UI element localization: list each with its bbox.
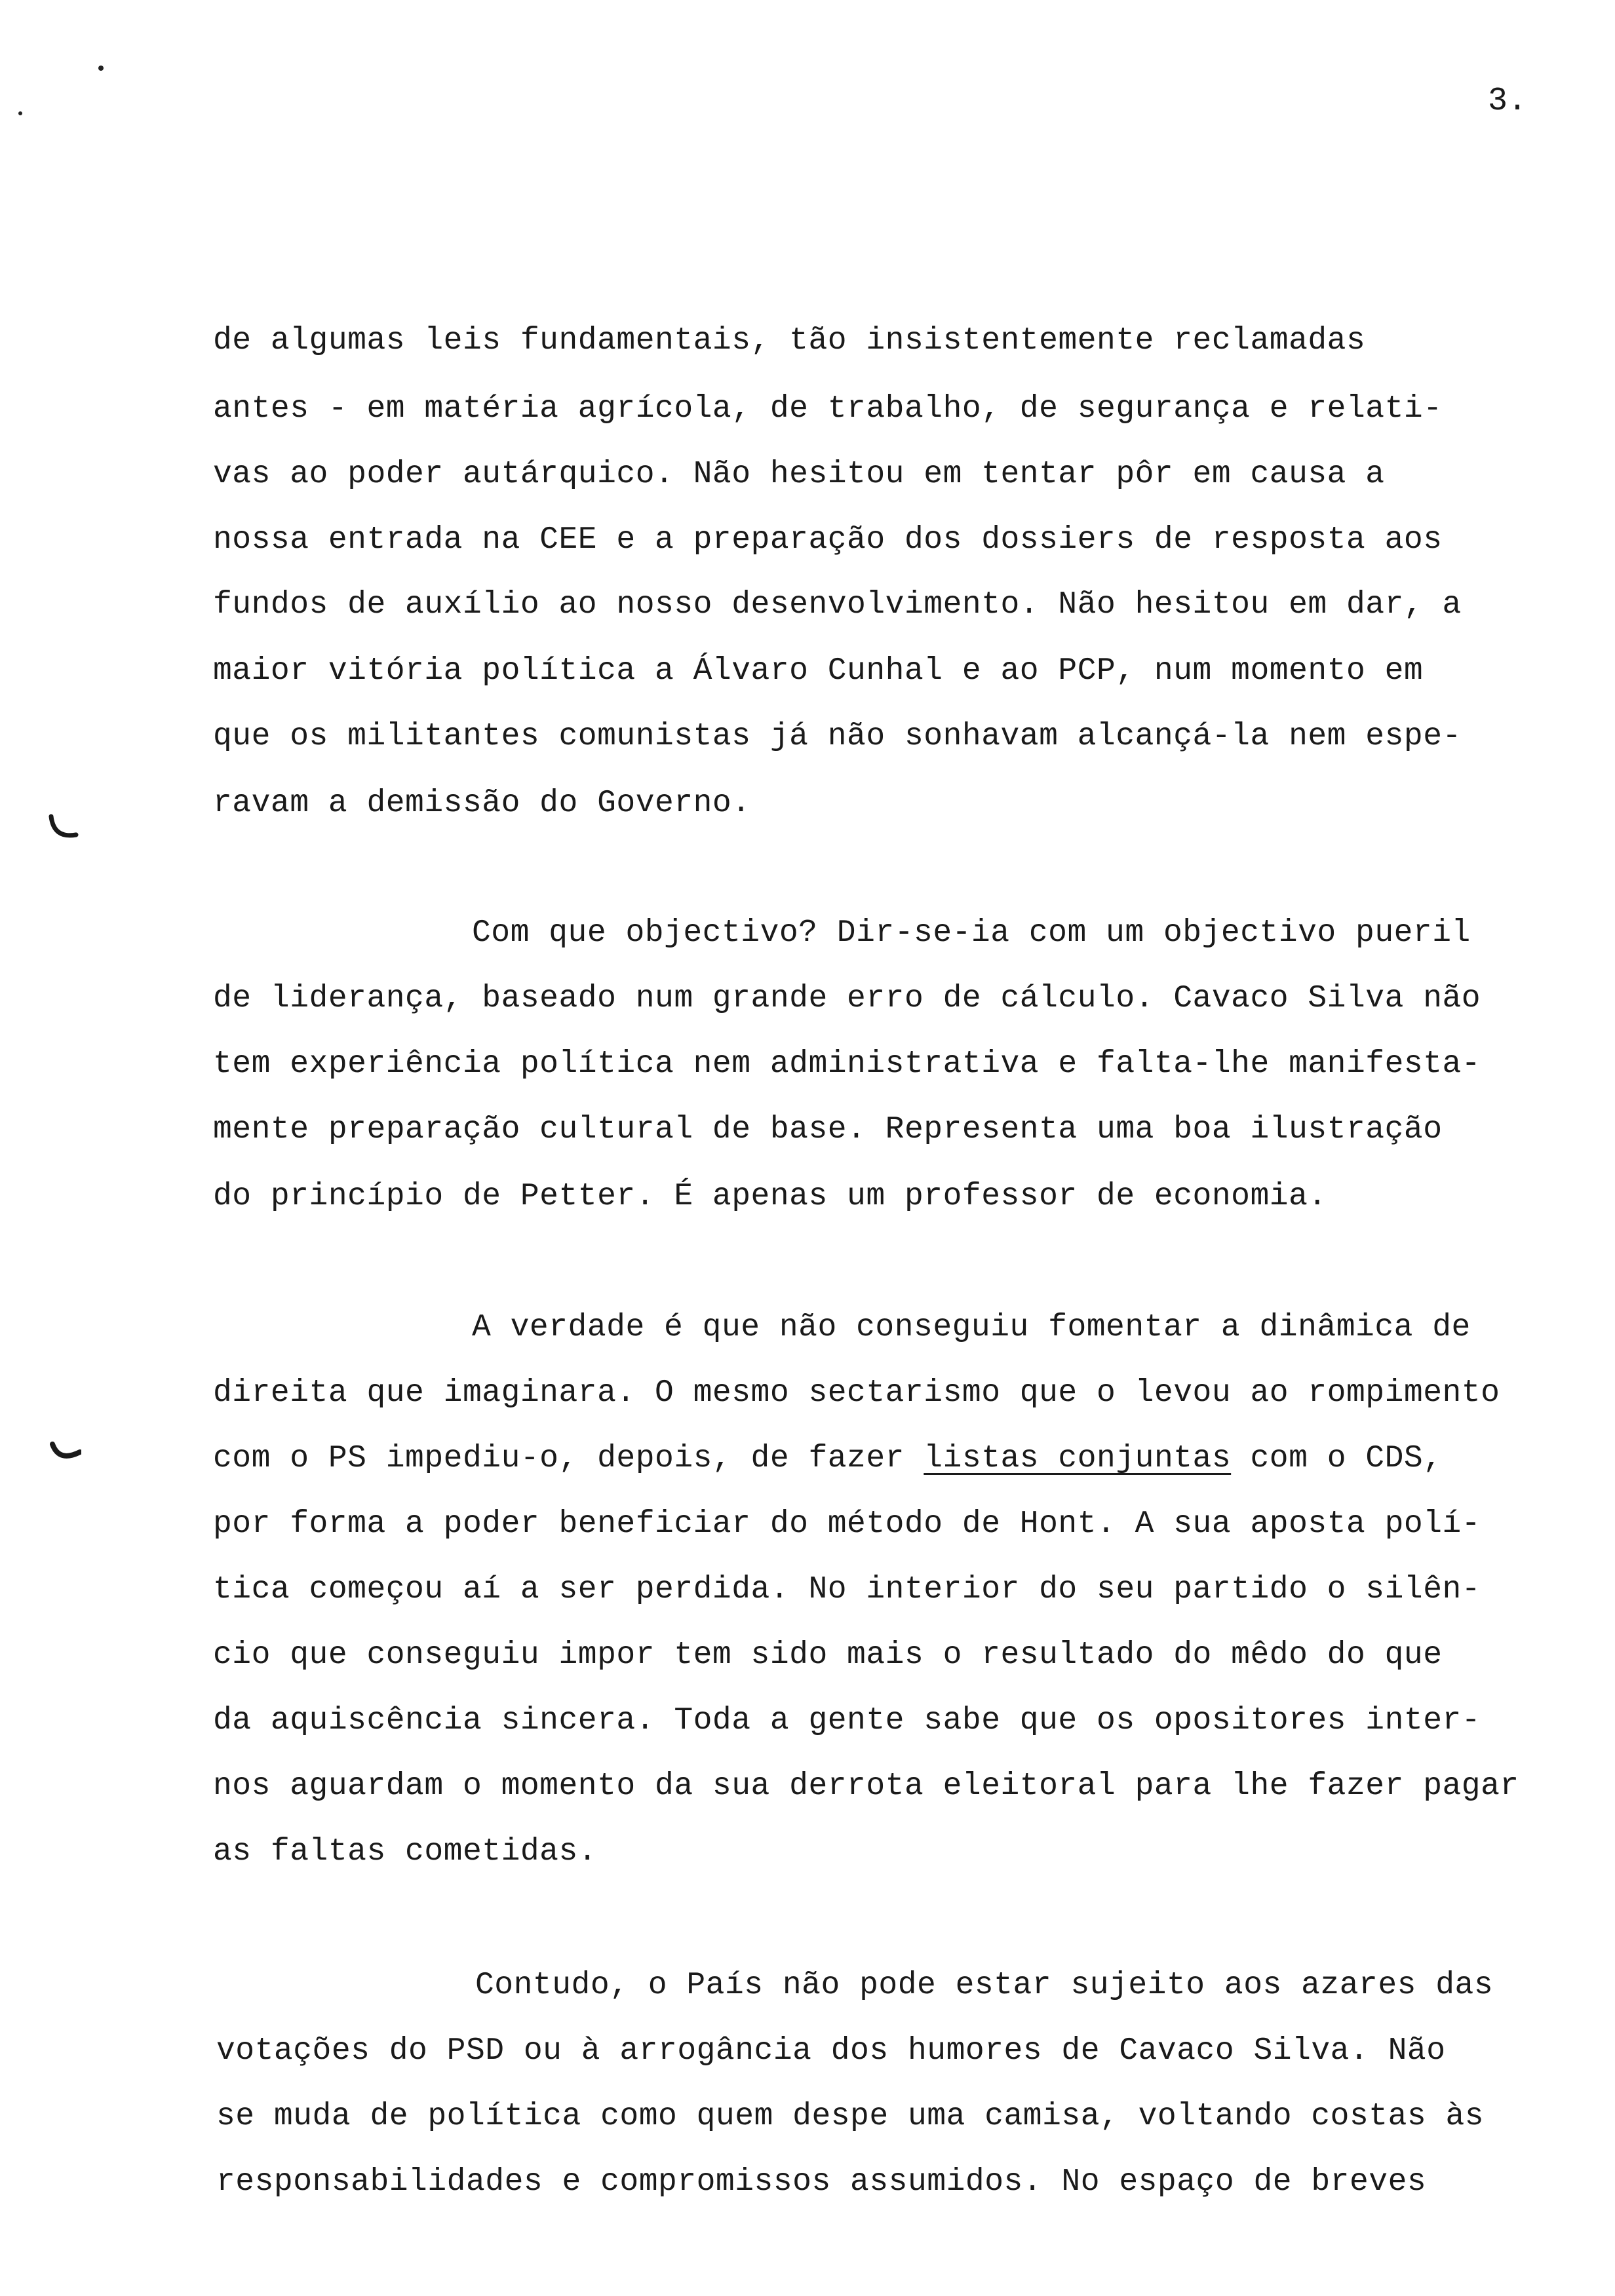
text-line: ravam a demissão do Governo. <box>213 786 751 821</box>
text-line: se muda de política como quem despe uma camisa, voltando costas às <box>216 2099 1485 2134</box>
text-line: antes - em matéria agrícola, de trabalho, de segurança e relati- <box>213 391 1443 427</box>
text-line: tica começou aí a ser perdida. No interior do seu partido o silên- <box>213 1572 1481 1607</box>
text-line: que os militantes comunistas já não sonhavam alcançá-la nem espe- <box>213 719 1462 754</box>
scan-speck <box>98 66 104 71</box>
text-line: mente preparação cultural de base. Representa uma boa ilustração <box>213 1112 1443 1147</box>
text-line: votações do PSD ou à arrogância dos humores de Cavaco Silva. Não <box>216 2033 1446 2069</box>
text-line-with-underline <box>213 1439 1443 1478</box>
text-line: nos aguardam o momento da sua derrota eleitoral para lhe fazer pagar <box>213 1769 1519 1804</box>
text-line: tem experiência política nem administrativa e falta-lhe manifesta- <box>213 1046 1481 1082</box>
text-line: direita que imaginara. O mesmo sectarismo que o levou ao rompimento <box>213 1375 1500 1411</box>
text-line: A verdade é que não conseguiu fomentar a dinâmica de <box>472 1310 1471 1345</box>
text-segment: com o CDS, <box>1250 1441 1443 1476</box>
scan-speck <box>18 111 22 115</box>
text-line: vas ao poder autárquico. Não hesitou em tentar pôr em causa a <box>213 457 1385 492</box>
text-line: fundos de auxílio ao nosso desenvolvimento. Não hesitou em dar, a <box>213 587 1462 622</box>
binder-punch-mark <box>47 813 79 844</box>
text-line: responsabilidades e compromissos assumidos. No espaço de breves <box>216 2164 1427 2200</box>
text-line: nossa entrada na CEE e a preparação dos dossiers de resposta aos <box>213 522 1443 558</box>
text-line: as faltas cometidas. <box>213 1834 598 1869</box>
text-line: de algumas leis fundamentais, tão insistentemente reclamadas <box>213 323 1366 358</box>
text-line: cio que conseguiu impor tem sido mais o resultado do mêdo do que <box>213 1637 1443 1673</box>
text-line: do princípio de Petter. É apenas um professor de economia. <box>213 1179 1327 1214</box>
text-line: por forma a poder beneficiar do método de Hont. A sua aposta polí- <box>213 1506 1481 1542</box>
text-line: Com que objectivo? Dir-se-ia com um objectivo pueril <box>472 915 1471 951</box>
underlined-phrase: listas conjuntas <box>924 1441 1232 1476</box>
text-line: de liderança, baseado num grande erro de cálculo. Cavaco Silva não <box>213 981 1481 1016</box>
page-number: 3. <box>1488 83 1528 120</box>
text-line: da aquiscência sincera. Toda a gente sabe que os opositores inter- <box>213 1703 1481 1738</box>
binder-punch-mark <box>50 1439 81 1470</box>
text-line: Contudo, o País não pode estar sujeito aos azares das <box>475 1968 1494 2003</box>
text-segment: com o PS impediu-o, depois, de fazer <box>213 1441 905 1476</box>
text-line: maior vitória política a Álvaro Cunhal e ao PCP, num momento em <box>213 653 1424 689</box>
